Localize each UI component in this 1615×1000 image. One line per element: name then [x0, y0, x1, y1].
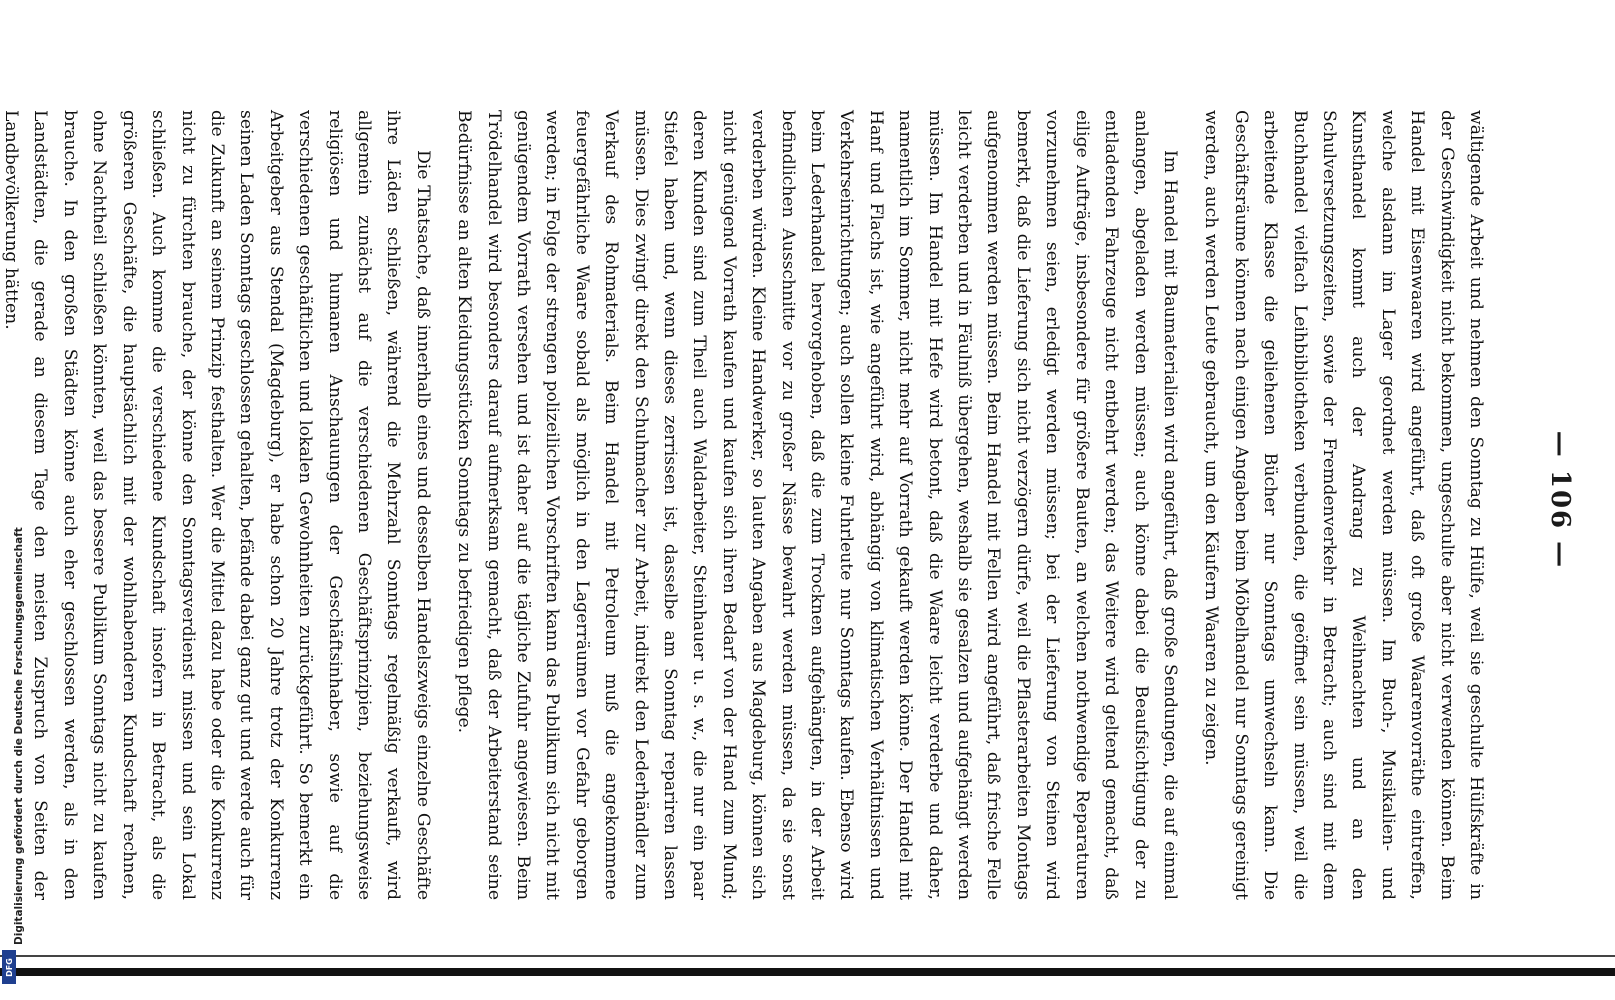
digitization-credit [0, 0, 25, 1000]
paragraph: Die Thatsache, daß innerhalb eines und desselben Handelszweigs einzelne Geschäfte ihre Läden schließen, während die Mehrzahl Sonntags regelmäßig verkauft, wird allgemein zunächst auf die verschiedenen Geschäftsprinzipien, beziehungsweise religiösen und humanen Anschauungen der Geschäftsinhaber, sowie auf die verschiedenen geschäftlichen und lokalen Gewohnheiten zurückgeführt. So bemerkt ein Arbeitgeber aus Stendal (Magdeburg), er habe schon 20 Jahre trotz der Konkurrenz seinen Laden Sonntags geschlossen gehalten, befände dabei ganz gut und werde auch für die Zukunft an seinem Prinzip festhalten. Wer die Mittel dazu habe oder die Konkurrenz nicht zu fürchten brauche, der könne den Sonntagsverdienst missen und sein Lokal schließen. Auch komme die verschiedene Kundschaft insofern in Betracht, als die größeren Geschäfte, die hauptsächlich mit der wohlhabenderen Kundschaft rechnen, ohne Nachtheil schließen könnten, weil das bessere Publikum Sonntags nicht zu kaufen brauche. In den großen Städten könne auch eher geschlossen werden, als in den Landstädten, die gerade an diesem Tage den meisten Zuspruch von Seiten der Landbevölkerung hätten. [1, 110, 433, 900]
page-number: — 106 — [1545, 430, 1575, 570]
scan-edge-border [0, 968, 1615, 976]
credit-text: Digitalisierung gefördert durch die Deutsche Forschungsgemeinschaft [13, 527, 25, 945]
paragraph: Im Handel mit Baumaterialien wird angeführt, daß große Sendungen, die auf einmal anlangen, abgeladen werden müssen; auch könne dabei die Beaufsichtigung der zu entladenden Fahrzeuge nicht entbehrt werden; das Weitere wird geltend gemacht, daß eilige Aufträge, insbesondere für größere Bauten, an welchen nothwendige Reparaturen vorzunehmen seien, erledigt werden müssen; bei der Lieferung von Steinen wird bemerkt, daß die Lieferung sich nicht verzögern dürfe, weil die Pflasterarbeiten Montags aufgenommen werden müssen. Beim Handel mit Fellen wird angeführt, daß frische Felle leicht verderben und in Fäulniß übergehen, weshalb sie gesalzen und aufgehängt werden müssen. Im Handel mit Hefe wird betont, daß die Waare leicht verderbe und daher, namentlich im Sommer, nicht mehr auf Vorrath gekauft werden könne. Der Handel mit Hanf und Flachs ist, wie angeführt wird, abhängig von klimatischen Verhältnissen und Verkehrseinrichtungen; auch sollen kleine Fuhrleute nur Sonntags kaufen. Ebenso wird beim Lederhandel hervorgehoben, daß die zum Trocknen aufgehängten, in der Arbeit befindlichen Ausschnitte vor zu großer Nässe bewahrt werden müssen, da sie sonst verderben würden. Kleine Handwerker, so lauten Angaben aus Magdeburg, können sich nicht genügend Vorrath kaufen und kaufen sich ihren Bedarf von der Hand zum Mund; deren Kunden sind zum Theil auch Waldarbeiter, Steinhauer u. s. w., die nur ein paar Stiefel haben und, wenn dieses zerrissen ist, dasselbe am Sonntag repariren lassen müssen. Dies zwingt direkt den Schuhmacher zur Arbeit, indirekt den Lederhändler zum Verkauf des Rohmaterials. Beim Handel mit Petroleum muß die angekommene feuergefährliche Waare sobald als möglich in den Lagerräumen vor Gefahr geborgen werden; in Folge der strengen polizeilichen Vorschriften kann das Publikum sich nicht mit genügendem Vorrath versehen und ist daher auf die tägliche Zufuhr angewiesen. Beim Trödelhandel wird besonders darauf aufmerksam gemacht, daß der Arbeiterstand seine Bedürfnisse an alten Kleidungsstücken Sonntags zu befriedigen pflege. [454, 110, 1180, 900]
scan-edge-line [0, 955, 1615, 957]
dfg-logo-icon [2, 950, 16, 984]
dfg-logo-text: DFG [4, 957, 14, 977]
paragraph: wältigende Arbeit und nehmen den Sonntag zu Hülfe, weil sie geschulte Hülfskräfte in der Geschwindigkeit nicht bekommen, ungeschulte aber nicht verwenden können. Beim Handel mit Eisenwaaren wird angeführt, daß oft große Waarenvorräthe eintreffen, welche alsdann im Lager geordnet werden müssen. Im Buch-, Musikalien- und Kunsthandel kommt auch der Andrang zu Weihnachten und an den Schulversetzungszeiten, sowie der Fremdenverkehr in Betracht; auch sind mit dem Buchhandel vielfach Leihbibliotheken verbunden, die geöffnet sein müssen, weil die arbeitende Klasse die geliehenen Bücher nur Sonntags umwechseln kann. Die Geschäftsräume können nach einigen Angaben beim Möbelhandel nur Sonntags gereinigt werden, auch werden Leute gebraucht, um den Käufern Waaren zu zeigen. [1201, 110, 1486, 900]
